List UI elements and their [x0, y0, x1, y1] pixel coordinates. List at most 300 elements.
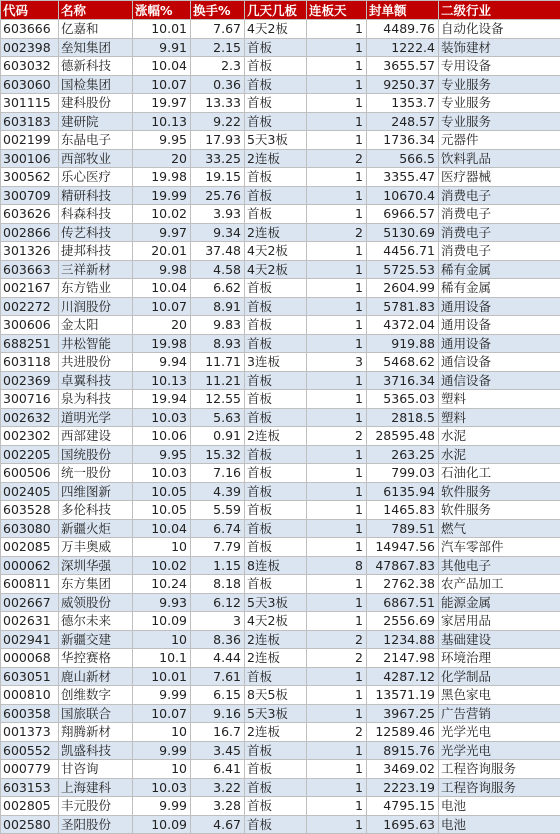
cell-seal-amount: 13571.19 — [367, 686, 439, 705]
cell-days-boards: 4天2板 — [245, 242, 307, 261]
cell-consecutive-days: 1 — [307, 94, 367, 113]
cell-turnover-pct: 15.32 — [191, 445, 245, 464]
table-row[interactable] — [1, 593, 560, 612]
cell-consecutive-days: 2 — [307, 630, 367, 649]
cell-days-boards: 4天2板 — [245, 612, 307, 631]
cell-days-boards: 首板 — [245, 94, 307, 113]
cell-name: 三祥新材 — [59, 260, 133, 279]
cell-turnover-pct: 9.34 — [191, 223, 245, 242]
cell-seal-amount: 1234.88 — [367, 630, 439, 649]
cell-days-boards: 首板 — [245, 186, 307, 205]
cell-industry: 装饰建材 — [439, 38, 560, 57]
cell-seal-amount: 5130.69 — [367, 223, 439, 242]
cell-seal-amount: 12589.46 — [367, 723, 439, 742]
table-row[interactable] — [1, 482, 560, 501]
cell-code: 000810 — [1, 686, 59, 705]
table-row[interactable] — [1, 686, 560, 705]
table-row[interactable] — [1, 464, 560, 483]
cell-seal-amount: 3655.57 — [367, 57, 439, 76]
cell-industry: 通用设备 — [439, 297, 560, 316]
cell-code: 300606 — [1, 316, 59, 335]
cell-seal-amount: 3716.34 — [367, 371, 439, 390]
cell-code: 603626 — [1, 205, 59, 224]
cell-name: 建研院 — [59, 112, 133, 131]
cell-industry: 家居用品 — [439, 612, 560, 631]
cell-seal-amount: 3469.02 — [367, 760, 439, 779]
table-row[interactable] — [1, 75, 560, 94]
cell-days-boards: 首板 — [245, 760, 307, 779]
cell-change-pct: 10.03 — [133, 778, 191, 797]
cell-industry: 饮料乳品 — [439, 149, 560, 168]
table-row[interactable] — [1, 408, 560, 427]
table-row[interactable] — [1, 131, 560, 150]
cell-name: 万丰奥威 — [59, 538, 133, 557]
cell-code: 603051 — [1, 667, 59, 686]
cell-turnover-pct: 7.16 — [191, 464, 245, 483]
cell-code: 000062 — [1, 556, 59, 575]
cell-consecutive-days: 1 — [307, 75, 367, 94]
cell-seal-amount: 14947.56 — [367, 538, 439, 557]
cell-change-pct: 20 — [133, 316, 191, 335]
cell-consecutive-days: 1 — [307, 242, 367, 261]
cell-name: 凯盛科技 — [59, 741, 133, 760]
cell-turnover-pct: 37.48 — [191, 242, 245, 261]
cell-turnover-pct: 6.41 — [191, 760, 245, 779]
cell-change-pct: 20 — [133, 149, 191, 168]
cell-consecutive-days: 2 — [307, 223, 367, 242]
cell-industry: 医疗器械 — [439, 168, 560, 187]
cell-change-pct: 10 — [133, 760, 191, 779]
cell-change-pct: 9.99 — [133, 686, 191, 705]
cell-code: 002632 — [1, 408, 59, 427]
table-row[interactable] — [1, 57, 560, 76]
cell-consecutive-days: 1 — [307, 667, 367, 686]
cell-days-boards: 5天3板 — [245, 131, 307, 150]
cell-code: 002667 — [1, 593, 59, 612]
cell-consecutive-days: 1 — [307, 279, 367, 298]
cell-code: 688251 — [1, 334, 59, 353]
cell-days-boards: 3连板 — [245, 353, 307, 372]
cell-change-pct: 20.01 — [133, 242, 191, 261]
cell-seal-amount: 263.25 — [367, 445, 439, 464]
table-row[interactable] — [1, 760, 560, 779]
cell-consecutive-days: 2 — [307, 149, 367, 168]
cell-turnover-pct: 6.12 — [191, 593, 245, 612]
cell-consecutive-days: 2 — [307, 649, 367, 668]
cell-name: 金太阳 — [59, 316, 133, 335]
cell-seal-amount: 789.51 — [367, 519, 439, 538]
table-row[interactable] — [1, 612, 560, 631]
cell-name: 东方锆业 — [59, 279, 133, 298]
cell-industry: 专用设备 — [439, 57, 560, 76]
cell-consecutive-days: 1 — [307, 316, 367, 335]
cell-code: 002631 — [1, 612, 59, 631]
cell-seal-amount: 248.57 — [367, 112, 439, 131]
cell-days-boards: 2连板 — [245, 149, 307, 168]
cell-turnover-pct: 9.22 — [191, 112, 245, 131]
cell-turnover-pct: 4.44 — [191, 649, 245, 668]
cell-consecutive-days: 1 — [307, 205, 367, 224]
cell-days-boards: 5天3板 — [245, 704, 307, 723]
cell-code: 603118 — [1, 353, 59, 372]
cell-turnover-pct: 3.45 — [191, 741, 245, 760]
cell-industry: 元器件 — [439, 131, 560, 150]
cell-turnover-pct: 2.15 — [191, 38, 245, 57]
cell-industry: 消费电子 — [439, 186, 560, 205]
cell-industry: 电池 — [439, 815, 560, 834]
cell-change-pct: 10.04 — [133, 519, 191, 538]
cell-code: 300709 — [1, 186, 59, 205]
cell-name: 甘咨询 — [59, 760, 133, 779]
cell-consecutive-days: 1 — [307, 408, 367, 427]
table-row[interactable] — [1, 741, 560, 760]
table-row[interactable] — [1, 334, 560, 353]
cell-name: 多伦科技 — [59, 501, 133, 520]
cell-name: 创维数字 — [59, 686, 133, 705]
cell-consecutive-days: 1 — [307, 20, 367, 39]
cell-seal-amount: 2556.69 — [367, 612, 439, 631]
cell-change-pct: 9.95 — [133, 131, 191, 150]
cell-code: 002085 — [1, 538, 59, 557]
cell-turnover-pct: 16.7 — [191, 723, 245, 742]
table-row[interactable] — [1, 427, 560, 446]
cell-days-boards: 5天3板 — [245, 593, 307, 612]
cell-name: 国检集团 — [59, 75, 133, 94]
cell-change-pct: 10.05 — [133, 501, 191, 520]
cell-turnover-pct: 9.83 — [191, 316, 245, 335]
cell-change-pct: 10.13 — [133, 112, 191, 131]
cell-consecutive-days: 1 — [307, 186, 367, 205]
cell-days-boards: 2连板 — [245, 427, 307, 446]
cell-name: 乐心医疗 — [59, 168, 133, 187]
cell-days-boards: 4天2板 — [245, 260, 307, 279]
cell-consecutive-days: 1 — [307, 741, 367, 760]
cell-industry: 软件服务 — [439, 501, 560, 520]
cell-industry: 汽车零部件 — [439, 538, 560, 557]
table-row[interactable] — [1, 501, 560, 520]
cell-consecutive-days: 1 — [307, 334, 367, 353]
cell-turnover-pct: 5.63 — [191, 408, 245, 427]
cell-code: 600506 — [1, 464, 59, 483]
cell-change-pct: 9.99 — [133, 797, 191, 816]
cell-industry: 其他电子 — [439, 556, 560, 575]
cell-seal-amount: 5365.03 — [367, 390, 439, 409]
table-row[interactable] — [1, 445, 560, 464]
cell-days-boards: 首板 — [245, 815, 307, 834]
cell-change-pct: 10.02 — [133, 205, 191, 224]
cell-industry: 化学制品 — [439, 667, 560, 686]
cell-name: 捷邦科技 — [59, 242, 133, 261]
cell-consecutive-days: 1 — [307, 482, 367, 501]
cell-change-pct: 10.03 — [133, 464, 191, 483]
cell-consecutive-days: 1 — [307, 797, 367, 816]
cell-change-pct: 19.94 — [133, 390, 191, 409]
cell-consecutive-days: 1 — [307, 390, 367, 409]
cell-seal-amount: 2147.98 — [367, 649, 439, 668]
table-row[interactable] — [1, 667, 560, 686]
cell-consecutive-days: 1 — [307, 815, 367, 834]
table-row[interactable] — [1, 94, 560, 113]
cell-days-boards: 首板 — [245, 297, 307, 316]
cell-days-boards: 首板 — [245, 741, 307, 760]
table-row[interactable] — [1, 519, 560, 538]
cell-change-pct: 10 — [133, 538, 191, 557]
cell-industry: 专业服务 — [439, 75, 560, 94]
cell-seal-amount: 4456.71 — [367, 242, 439, 261]
cell-days-boards: 首板 — [245, 57, 307, 76]
table-row[interactable] — [1, 723, 560, 742]
cell-seal-amount: 5725.53 — [367, 260, 439, 279]
cell-name: 新疆交建 — [59, 630, 133, 649]
cell-days-boards: 首板 — [245, 38, 307, 57]
cell-seal-amount: 799.03 — [367, 464, 439, 483]
cell-seal-amount: 6966.57 — [367, 205, 439, 224]
cell-name: 翔腾新材 — [59, 723, 133, 742]
cell-seal-amount: 4489.76 — [367, 20, 439, 39]
cell-name: 威领股份 — [59, 593, 133, 612]
cell-industry: 环境治理 — [439, 649, 560, 668]
cell-code: 600552 — [1, 741, 59, 760]
cell-code: 002805 — [1, 797, 59, 816]
header-turnover-pct[interactable]: 换手% — [191, 1, 245, 20]
cell-code: 603663 — [1, 260, 59, 279]
cell-code: 002302 — [1, 427, 59, 446]
table-row[interactable] — [1, 575, 560, 594]
table-row[interactable] — [1, 297, 560, 316]
header-row — [1, 1, 560, 20]
cell-days-boards: 首板 — [245, 205, 307, 224]
table-row[interactable] — [1, 20, 560, 39]
cell-days-boards: 首板 — [245, 575, 307, 594]
cell-seal-amount: 10670.4 — [367, 186, 439, 205]
header-change-pct[interactable]: 涨幅% — [133, 1, 191, 20]
cell-days-boards: 首板 — [245, 797, 307, 816]
cell-change-pct: 10.02 — [133, 556, 191, 575]
table-row[interactable] — [1, 630, 560, 649]
cell-change-pct: 10.09 — [133, 612, 191, 631]
cell-name: 川润股份 — [59, 297, 133, 316]
cell-seal-amount: 2604.99 — [367, 279, 439, 298]
table-row[interactable] — [1, 205, 560, 224]
cell-industry: 通用设备 — [439, 316, 560, 335]
header-name[interactable]: 名称 — [59, 1, 133, 20]
cell-consecutive-days: 1 — [307, 445, 367, 464]
cell-days-boards: 首板 — [245, 464, 307, 483]
cell-seal-amount: 1222.4 — [367, 38, 439, 57]
cell-turnover-pct: 7.61 — [191, 667, 245, 686]
cell-code: 603080 — [1, 519, 59, 538]
header-consecutive-days[interactable]: 连板天 — [307, 1, 367, 20]
cell-industry: 通信设备 — [439, 371, 560, 390]
cell-name: 东晶电子 — [59, 131, 133, 150]
cell-industry: 燃气 — [439, 519, 560, 538]
table-row[interactable] — [1, 797, 560, 816]
cell-industry: 黑色家电 — [439, 686, 560, 705]
cell-change-pct: 10.01 — [133, 667, 191, 686]
cell-seal-amount: 2818.5 — [367, 408, 439, 427]
cell-code: 603183 — [1, 112, 59, 131]
cell-industry: 光学光电 — [439, 741, 560, 760]
cell-turnover-pct: 8.91 — [191, 297, 245, 316]
cell-turnover-pct: 2.3 — [191, 57, 245, 76]
table-row[interactable] — [1, 223, 560, 242]
cell-name: 精研科技 — [59, 186, 133, 205]
cell-days-boards: 首板 — [245, 501, 307, 520]
cell-seal-amount: 4287.12 — [367, 667, 439, 686]
header-industry[interactable]: 二级行业 — [439, 1, 560, 20]
cell-consecutive-days: 1 — [307, 57, 367, 76]
cell-days-boards: 首板 — [245, 168, 307, 187]
cell-days-boards: 2连板 — [245, 630, 307, 649]
cell-turnover-pct: 4.58 — [191, 260, 245, 279]
cell-turnover-pct: 6.62 — [191, 279, 245, 298]
cell-seal-amount: 1465.83 — [367, 501, 439, 520]
cell-change-pct: 19.98 — [133, 168, 191, 187]
table-row[interactable] — [1, 279, 560, 298]
cell-code: 002205 — [1, 445, 59, 464]
table-row[interactable] — [1, 38, 560, 57]
cell-consecutive-days: 1 — [307, 131, 367, 150]
cell-code: 002369 — [1, 371, 59, 390]
cell-consecutive-days: 1 — [307, 686, 367, 705]
cell-turnover-pct: 33.25 — [191, 149, 245, 168]
cell-industry: 基础建设 — [439, 630, 560, 649]
cell-seal-amount: 5468.62 — [367, 353, 439, 372]
cell-consecutive-days: 1 — [307, 704, 367, 723]
cell-turnover-pct: 4.39 — [191, 482, 245, 501]
table-row[interactable] — [1, 168, 560, 187]
cell-name: 科森科技 — [59, 205, 133, 224]
table-row[interactable] — [1, 815, 560, 834]
cell-days-boards: 4天2板 — [245, 20, 307, 39]
cell-consecutive-days: 3 — [307, 353, 367, 372]
cell-industry: 消费电子 — [439, 223, 560, 242]
cell-days-boards: 首板 — [245, 279, 307, 298]
cell-name: 亿嘉和 — [59, 20, 133, 39]
cell-change-pct: 10.04 — [133, 279, 191, 298]
cell-change-pct: 10.09 — [133, 815, 191, 834]
table-row[interactable] — [1, 371, 560, 390]
cell-days-boards: 首板 — [245, 482, 307, 501]
cell-days-boards: 首板 — [245, 408, 307, 427]
cell-consecutive-days: 1 — [307, 38, 367, 57]
cell-consecutive-days: 1 — [307, 778, 367, 797]
cell-industry: 专业服务 — [439, 94, 560, 113]
cell-change-pct: 19.97 — [133, 94, 191, 113]
table-row[interactable] — [1, 649, 560, 668]
cell-consecutive-days: 1 — [307, 519, 367, 538]
header-code[interactable]: 代码 — [1, 1, 59, 20]
cell-change-pct: 10.06 — [133, 427, 191, 446]
cell-name: 共进股份 — [59, 353, 133, 372]
cell-days-boards: 2连板 — [245, 649, 307, 668]
cell-days-boards: 2连板 — [245, 223, 307, 242]
cell-turnover-pct: 11.71 — [191, 353, 245, 372]
table-row[interactable] — [1, 149, 560, 168]
cell-turnover-pct: 7.67 — [191, 20, 245, 39]
cell-name: 圣阳股份 — [59, 815, 133, 834]
cell-name: 统一股份 — [59, 464, 133, 483]
cell-industry: 能源金属 — [439, 593, 560, 612]
cell-industry: 农产品加工 — [439, 575, 560, 594]
cell-name: 国统股份 — [59, 445, 133, 464]
cell-name: 深圳华强 — [59, 556, 133, 575]
cell-industry: 工程咨询服务 — [439, 778, 560, 797]
cell-code: 600811 — [1, 575, 59, 594]
cell-code: 002405 — [1, 482, 59, 501]
cell-name: 建科股份 — [59, 94, 133, 113]
cell-code: 000068 — [1, 649, 59, 668]
cell-consecutive-days: 1 — [307, 575, 367, 594]
cell-name: 东方集团 — [59, 575, 133, 594]
cell-seal-amount: 28595.48 — [367, 427, 439, 446]
cell-industry: 专业服务 — [439, 112, 560, 131]
cell-days-boards: 首板 — [245, 778, 307, 797]
table-row[interactable] — [1, 390, 560, 409]
cell-turnover-pct: 19.15 — [191, 168, 245, 187]
header-days-boards[interactable]: 几天几板 — [245, 1, 307, 20]
cell-name: 德新科技 — [59, 57, 133, 76]
cell-change-pct: 9.98 — [133, 260, 191, 279]
cell-consecutive-days: 1 — [307, 538, 367, 557]
cell-industry: 消费电子 — [439, 242, 560, 261]
header-seal-amount[interactable]: 封单额 — [367, 1, 439, 20]
cell-change-pct: 10.01 — [133, 20, 191, 39]
cell-name: 西部建设 — [59, 427, 133, 446]
table-row[interactable] — [1, 538, 560, 557]
cell-industry: 水泥 — [439, 427, 560, 446]
cell-change-pct: 10.1 — [133, 649, 191, 668]
cell-name: 井松智能 — [59, 334, 133, 353]
cell-change-pct: 10 — [133, 630, 191, 649]
cell-days-boards: 首板 — [245, 519, 307, 538]
cell-turnover-pct: 17.93 — [191, 131, 245, 150]
table-row[interactable] — [1, 353, 560, 372]
table-body — [1, 20, 560, 834]
cell-turnover-pct: 0.36 — [191, 75, 245, 94]
table-row[interactable] — [1, 186, 560, 205]
cell-seal-amount: 1695.63 — [367, 815, 439, 834]
cell-seal-amount: 6867.51 — [367, 593, 439, 612]
table-row[interactable] — [1, 112, 560, 131]
cell-turnover-pct: 3.22 — [191, 778, 245, 797]
table-row[interactable] — [1, 260, 560, 279]
cell-change-pct: 19.99 — [133, 186, 191, 205]
cell-industry: 电池 — [439, 797, 560, 816]
cell-seal-amount: 1353.7 — [367, 94, 439, 113]
cell-industry: 稀有金属 — [439, 260, 560, 279]
cell-turnover-pct: 1.15 — [191, 556, 245, 575]
cell-industry: 自动化设备 — [439, 20, 560, 39]
cell-code: 002167 — [1, 279, 59, 298]
cell-seal-amount: 4795.15 — [367, 797, 439, 816]
cell-change-pct: 10.07 — [133, 75, 191, 94]
table-row[interactable] — [1, 778, 560, 797]
table-row[interactable] — [1, 556, 560, 575]
cell-code: 300716 — [1, 390, 59, 409]
cell-industry: 工程咨询服务 — [439, 760, 560, 779]
cell-turnover-pct: 0.91 — [191, 427, 245, 446]
cell-code: 002866 — [1, 223, 59, 242]
table-row[interactable] — [1, 704, 560, 723]
cell-change-pct: 10.03 — [133, 408, 191, 427]
table-row[interactable] — [1, 316, 560, 335]
cell-seal-amount: 919.88 — [367, 334, 439, 353]
cell-seal-amount: 9250.37 — [367, 75, 439, 94]
table-row[interactable] — [1, 242, 560, 261]
cell-days-boards: 首板 — [245, 667, 307, 686]
cell-days-boards: 8天5板 — [245, 686, 307, 705]
